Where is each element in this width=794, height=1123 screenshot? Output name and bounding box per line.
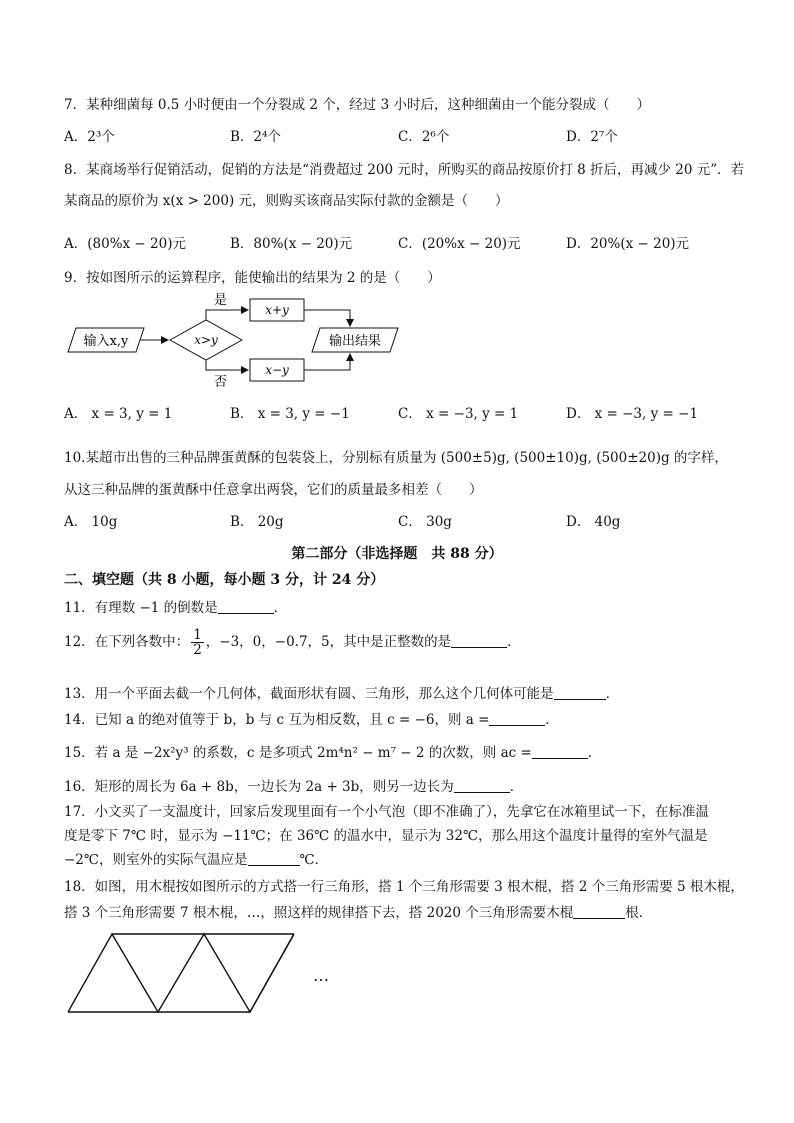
q12-answer-blank[interactable] [451,633,507,648]
q18-line2-end: 根． [625,905,653,921]
q12-fraction [191,628,204,657]
q15-answer-blank[interactable] [532,744,588,759]
q14-end: ． [545,712,559,728]
q7-option-d: D．2⁷个 [566,129,618,145]
q18-ellipsis: … [313,966,329,985]
q9-option-c: C． x = −3, y = 1 [398,406,519,422]
q12-fraction-numerator: 1 [193,627,202,643]
q13-answer-blank[interactable] [554,685,606,700]
triangles-figure [64,930,344,1016]
q7-stem: 7．某种细菌每 0.5 小时便由一个分裂成 2 个，经过 3 小时后，这种细菌由一个能分裂成（ ） [64,97,650,113]
q13-end: ． [605,686,620,702]
q14 [64,708,559,728]
q16-answer-blank[interactable] [454,778,510,793]
q8-stem-line2: 某商品的原价为 x(x > 200) 元，则购买该商品实际付款的金额是（ ） [64,193,509,209]
q14-text: 14．已知 a 的绝对值等于 b，b 与 c 互为相反数，且 c = −6，则 a = [64,712,490,728]
flow-no-op-label: x−y [265,363,289,377]
flow-no-label: 否 [214,375,228,390]
q9-stem: 9．按如图所示的运算程序，能使输出的结果为 2 的是（ ） [64,270,441,286]
q8-option-c: C．(20%x − 20)元 [398,236,521,252]
q8-stem-line1: 8．某商场举行促销活动，促销的方法是“消费超过 200 元时，所购买的商品按原价打 8 折后，再减少 20 元”．若 [64,162,745,178]
q7-option-b: B．2⁴个 [230,129,281,145]
q12-prefix: 12．在下列各数中： [64,634,190,650]
q17-line3-prefix: −2℃，则室外的实际气温应是 [64,852,248,868]
q13-text: 13．用一个平面去截一个几何体，截面形状有圆、三角形，那么这个几何体可能是 [64,686,554,702]
q11-end: ． [273,600,288,616]
flow-yes-op-label: x+y [265,303,289,317]
q15-end: ． [587,745,602,761]
q17-answer-blank[interactable] [248,851,300,866]
q10-option-c: C． 30g [398,514,452,530]
q16-text: 16．矩形的周长为 6a + 8b，一边长为 2a + 3b，则另一边长为 [64,779,454,795]
q10-option-d: D． 40g [566,514,621,530]
q16-end: ． [509,779,524,795]
q9-option-b: B． x = 3, y = −1 [230,406,350,422]
part2-title: 第二部分（非选择题 共 88 分） [291,546,503,562]
q11-text: 11．有理数 −1 的倒数是 [64,600,218,616]
q18-line1: 18．如图，用木棍按如图所示的方式搭一行三角形，搭 1 个三角形需要 3 根木棍，搭 2 个三角形需要 5 根木棍， [64,879,744,895]
section2-title: 二、填空题（共 8 小题，每小题 3 分，计 24 分） [64,572,385,588]
q17-line2: 度是零下 7℃ 时，显示为 −11℃；在 36℃ 的温水中，显示为 32℃，那么用这个温度计量得的室外气温是 [64,828,708,844]
q8-option-a: A．(80%x − 20)元 [64,236,186,252]
flow-condition-label: x>y [194,333,218,347]
q18-line2-prefix: 搭 3 个三角形需要 7 根木棍，…，照这样的规律搭下去，搭 2020 个三角形需要木棍 [64,905,574,921]
q10-stem-line1: 10.某超市出售的三种品牌蛋黄酥的包装袋上，分别标有质量为 (500±5)g, (500±10)g, (500±20)g 的字样， [64,450,728,466]
q10-option-a: A． 10g [64,514,118,530]
q9-option-a: A． x = 3, y = 1 [64,406,173,422]
q11 [64,596,287,616]
q10-option-b: B． 20g [230,514,284,530]
q18-line2 [64,901,652,921]
q8-option-d: D．20%(x − 20)元 [566,236,690,252]
flowchart [64,288,404,392]
q15 [64,741,601,761]
q17-line3-end: ℃． [299,852,329,868]
q16 [64,775,523,795]
flow-output-label: 输出结果 [328,334,382,349]
q14-answer-blank[interactable] [489,711,545,726]
triangles-row [68,934,294,1012]
q12-end: ． [507,634,521,650]
q7-option-a: A．2³个 [64,129,115,145]
q11-answer-blank[interactable] [218,599,274,614]
q7-option-c: C．2⁶个 [398,129,450,145]
q17-line1: 17．小文买了一支温度计，回家后发现里面有一个小气泡（即不准确了），先拿它在冰箱里试一下，在标准温 [64,804,709,820]
q12-suffix: ，−3，0，−0.7，5，其中是正整数的是 [205,634,452,650]
flow-input-label: 输入x,y [83,334,129,349]
q13 [64,682,619,702]
q10-stem-line2: 从这三种品牌的蛋黄酥中任意拿出两袋，它们的质量最多相差（ ） [64,482,483,498]
q12-fraction-denominator: 2 [193,642,202,658]
flow-yes-label: 是 [214,293,228,308]
q12 [64,628,521,657]
q15-text: 15．若 a 是 −2x²y³ 的系数，c 是多项式 2m⁴n² − m⁷ − 2 的次数，则 ac = [64,745,532,761]
q8-option-b: B．80%(x − 20)元 [230,236,353,252]
q9-option-d: D． x = −3, y = −1 [566,406,699,422]
q18-answer-blank[interactable] [573,904,625,919]
q17-line3 [64,848,328,868]
